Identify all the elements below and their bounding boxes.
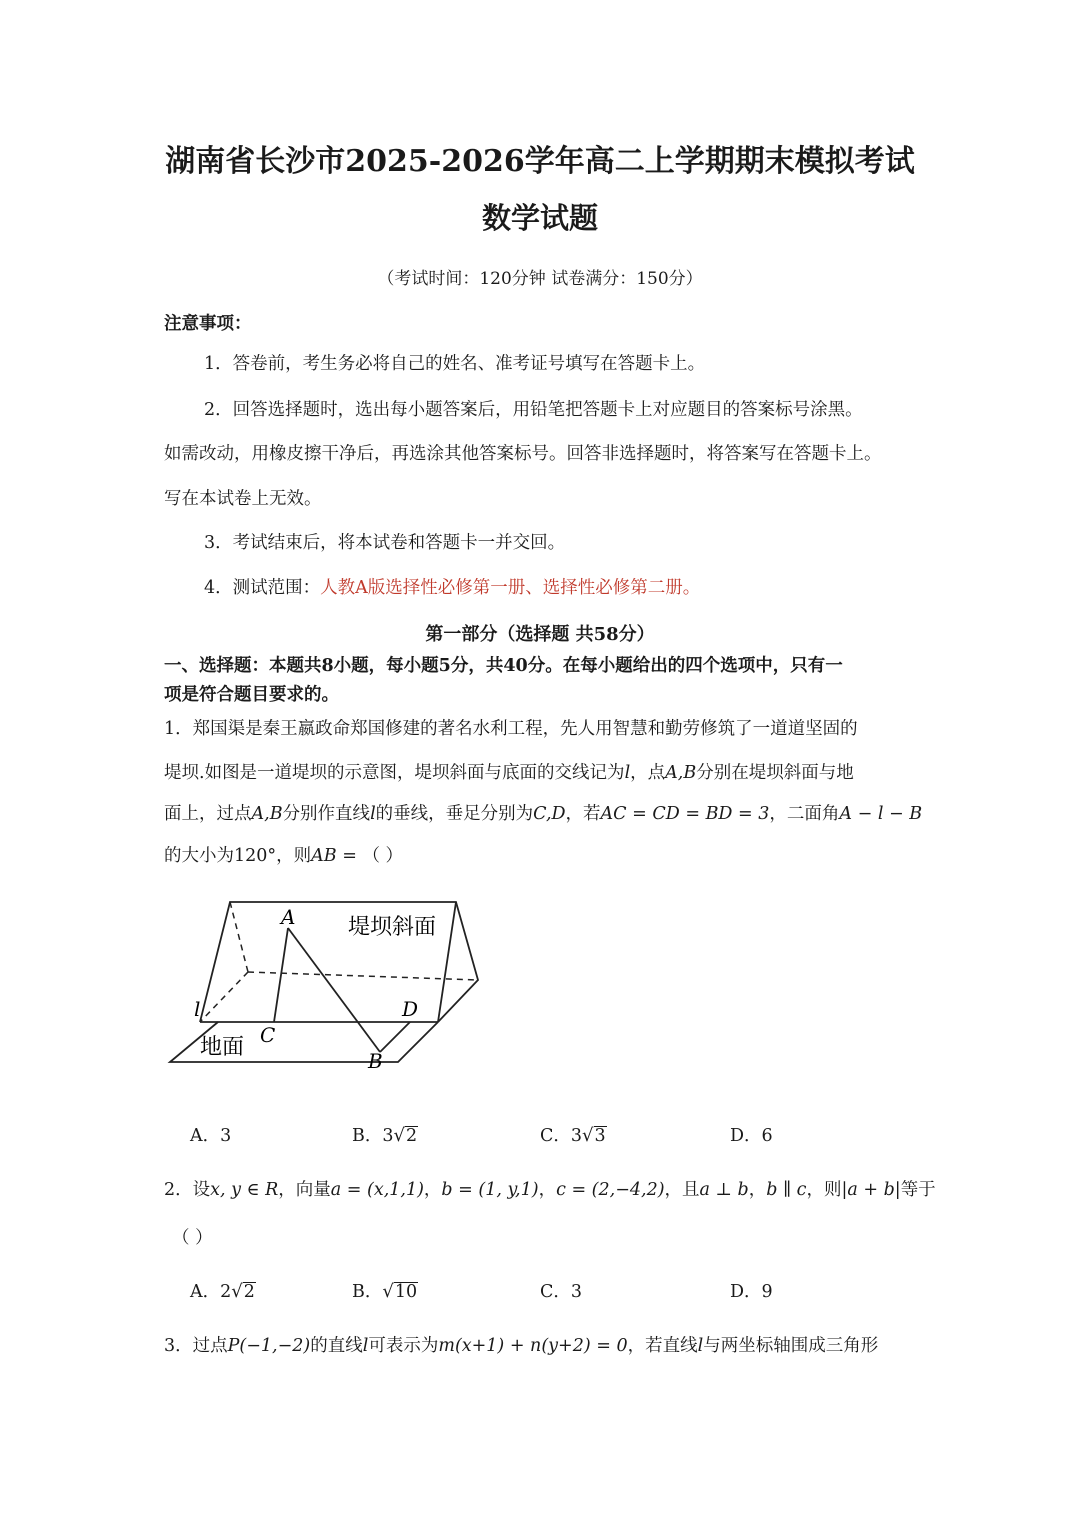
part1-heading: 第一部分（选择题 共58分） (425, 624, 655, 645)
q2-text: ，向量 (278, 1180, 331, 1200)
q3-text: ，若直线 (627, 1336, 698, 1356)
q1-text: 的大小为120°，则 (164, 846, 312, 866)
q1-option-b[interactable] (352, 1122, 418, 1147)
vector-b: b = (1, y,1) (441, 1180, 539, 1200)
page-subtitle: 数学试题 (481, 201, 598, 235)
q3-text: 3．过点 (164, 1336, 228, 1356)
note-item-1: 1．答卷前，考生务必将自己的姓名、准考证号填写在答题卡上。 (204, 354, 706, 374)
q1-text: ，二面角 (769, 804, 840, 824)
q2-line1 (164, 1178, 936, 1202)
option-label: D． (730, 1126, 762, 1146)
option-label: C． (540, 1282, 571, 1302)
sqrt-sign: √ (382, 1281, 394, 1302)
q1-text: 的垂线，垂足分别为 (375, 804, 534, 824)
radicand: 10 (394, 1282, 418, 1302)
dam-front-top-edge (438, 902, 456, 1022)
label-a: A (281, 905, 296, 929)
option-value: 3 (570, 1282, 583, 1302)
q2-option-d[interactable] (730, 1278, 773, 1303)
sqrt-sign: √ (393, 1125, 405, 1146)
q1-text: ，若 (565, 804, 601, 824)
radicand: 2 (406, 1126, 418, 1146)
notes-heading: 注意事项： (164, 314, 252, 334)
q1-math: l (370, 804, 376, 824)
q1-text: ，点 (630, 763, 666, 783)
q2-text: ，且 (664, 1180, 700, 1200)
radicand: 3 (594, 1126, 606, 1146)
q2-option-b[interactable] (352, 1278, 418, 1303)
q1-math: A,B (251, 804, 283, 824)
option-coef: 3 (382, 1126, 394, 1146)
dam-hidden-edge (200, 972, 248, 1022)
q1-line4 (164, 844, 403, 868)
q2-math: x, y ∈ R (210, 1180, 279, 1200)
target-norm: |a + b| (841, 1180, 901, 1200)
q3-math: l (362, 1336, 369, 1356)
q2-text: ，则 (806, 1180, 842, 1200)
dam-slope-face (200, 902, 478, 1022)
q1-math: A,B (665, 763, 697, 783)
q1-text: 分别在堤坝斜面与地 (696, 763, 854, 783)
segment-ab (288, 928, 380, 1052)
vector-c: c = (2,−4,2) (556, 1180, 665, 1200)
test-scope: 人教A版选择性必修第一册、选择性必修第二册。 (320, 578, 701, 598)
q2-option-c[interactable] (540, 1278, 582, 1303)
sqrt-sign: √ (231, 1281, 243, 1302)
segment-ac (274, 928, 288, 1022)
q1-line1: 1．郑国渠是秦王嬴政命郑国修建的著名水利工程，先人用智慧和勤劳修筑了一道道坚固的 (164, 719, 858, 739)
condition-parallel: b ∥ c (766, 1180, 807, 1200)
q2-option-a[interactable] (190, 1278, 256, 1303)
q3-point: P(−1,−2) (227, 1336, 311, 1356)
q3-text: 可表示为 (368, 1336, 439, 1356)
q2-comma: ， (748, 1180, 767, 1200)
option-label: D． (730, 1282, 762, 1302)
label-ground: 地面 (200, 1035, 245, 1060)
q2-text: 2．设 (164, 1180, 211, 1200)
q2-comma: ， (423, 1180, 442, 1200)
condition-perp: a ⊥ b (699, 1180, 749, 1200)
q1-math: AB (311, 846, 337, 866)
q2-comma: ， (538, 1180, 557, 1200)
page-title: 湖南省长沙市2025-2026学年高二上学期期末模拟考试 (165, 144, 915, 179)
radicand: 2 (243, 1282, 255, 1302)
q1-text: = （ ） (336, 846, 404, 866)
q1-text: 分别作直线 (282, 804, 371, 824)
label-b: B (368, 1049, 383, 1073)
option-label: A． (190, 1126, 221, 1146)
vector-a: a = (x,1,1) (330, 1180, 424, 1200)
q1-option-a[interactable] (190, 1122, 231, 1147)
note-item-4-prefix: 4．测试范围： (204, 578, 321, 598)
segment-bd (380, 1022, 410, 1052)
q3-line1 (164, 1334, 878, 1358)
q1-math: A − l − B (839, 804, 923, 824)
q1-math: AC = CD = BD = 3 (600, 804, 770, 824)
option-coef: 3 (570, 1126, 583, 1146)
label-slope: 堤坝斜面 (348, 915, 437, 940)
note-item-2: 2．回答选择题时，选出每小题答案后，用铅笔把答题卡上对应题目的答案标号涂黑。 (204, 400, 863, 420)
q2-answer-bracket: （ ） (172, 1228, 213, 1248)
q3-text: 与两坐标轴围成三角形 (703, 1336, 879, 1356)
q3-equation: m(x+1) + n(y+2) = 0 (438, 1336, 628, 1356)
option-coef: 2 (220, 1282, 232, 1302)
q1-option-d[interactable] (730, 1122, 773, 1147)
note-item-2-cont: 如需改动，用橡皮擦干净后，再选涂其他答案标号。回答非选择题时，将答案写在答题卡上。 (164, 444, 882, 464)
dam-hidden-edge (248, 972, 478, 980)
option-label: B． (352, 1282, 383, 1302)
sqrt-sign: √ (582, 1125, 594, 1146)
option-value: 3 (220, 1126, 232, 1146)
q1-math: l (624, 763, 631, 783)
q1-math: C,D (533, 804, 566, 824)
q1-option-c[interactable] (540, 1122, 607, 1147)
option-label: B． (352, 1126, 383, 1146)
q1-line2 (164, 761, 854, 785)
exam-info: （考试时间：120分钟 试卷满分：150分） (377, 269, 703, 289)
q1-text: 堤坝.如图是一道堤坝的示意图，堤坝斜面与底面的交线记为 (164, 763, 625, 783)
note-item-2-end: 写在本试卷上无效。 (164, 489, 322, 509)
section-instructions-line1: 一、选择题：本题共8小题，每小题5分，共40分。在每小题给出的四个选项中，只有一 (164, 656, 843, 676)
note-item-3: 3．考试结束后，将本试卷和答题卡一并交回。 (204, 533, 566, 553)
q1-text: 面上，过点 (164, 804, 252, 824)
label-d: D (402, 997, 419, 1021)
q1-line3 (164, 802, 922, 826)
q3-text: 的直线 (310, 1336, 363, 1356)
q2-text: 等于 (900, 1180, 936, 1200)
q3-math: l (697, 1336, 704, 1356)
option-value: 6 (761, 1126, 773, 1146)
label-c: C (260, 1023, 276, 1047)
dam-figure (160, 892, 490, 1082)
option-value: 9 (761, 1282, 773, 1302)
dam-hidden-edge (230, 902, 248, 972)
section-instructions-line2: 项是符合题目要求的。 (164, 685, 339, 705)
option-label: A． (190, 1282, 221, 1302)
option-label: C． (540, 1126, 571, 1146)
label-l: l (194, 997, 201, 1021)
note-item-4 (204, 576, 700, 600)
